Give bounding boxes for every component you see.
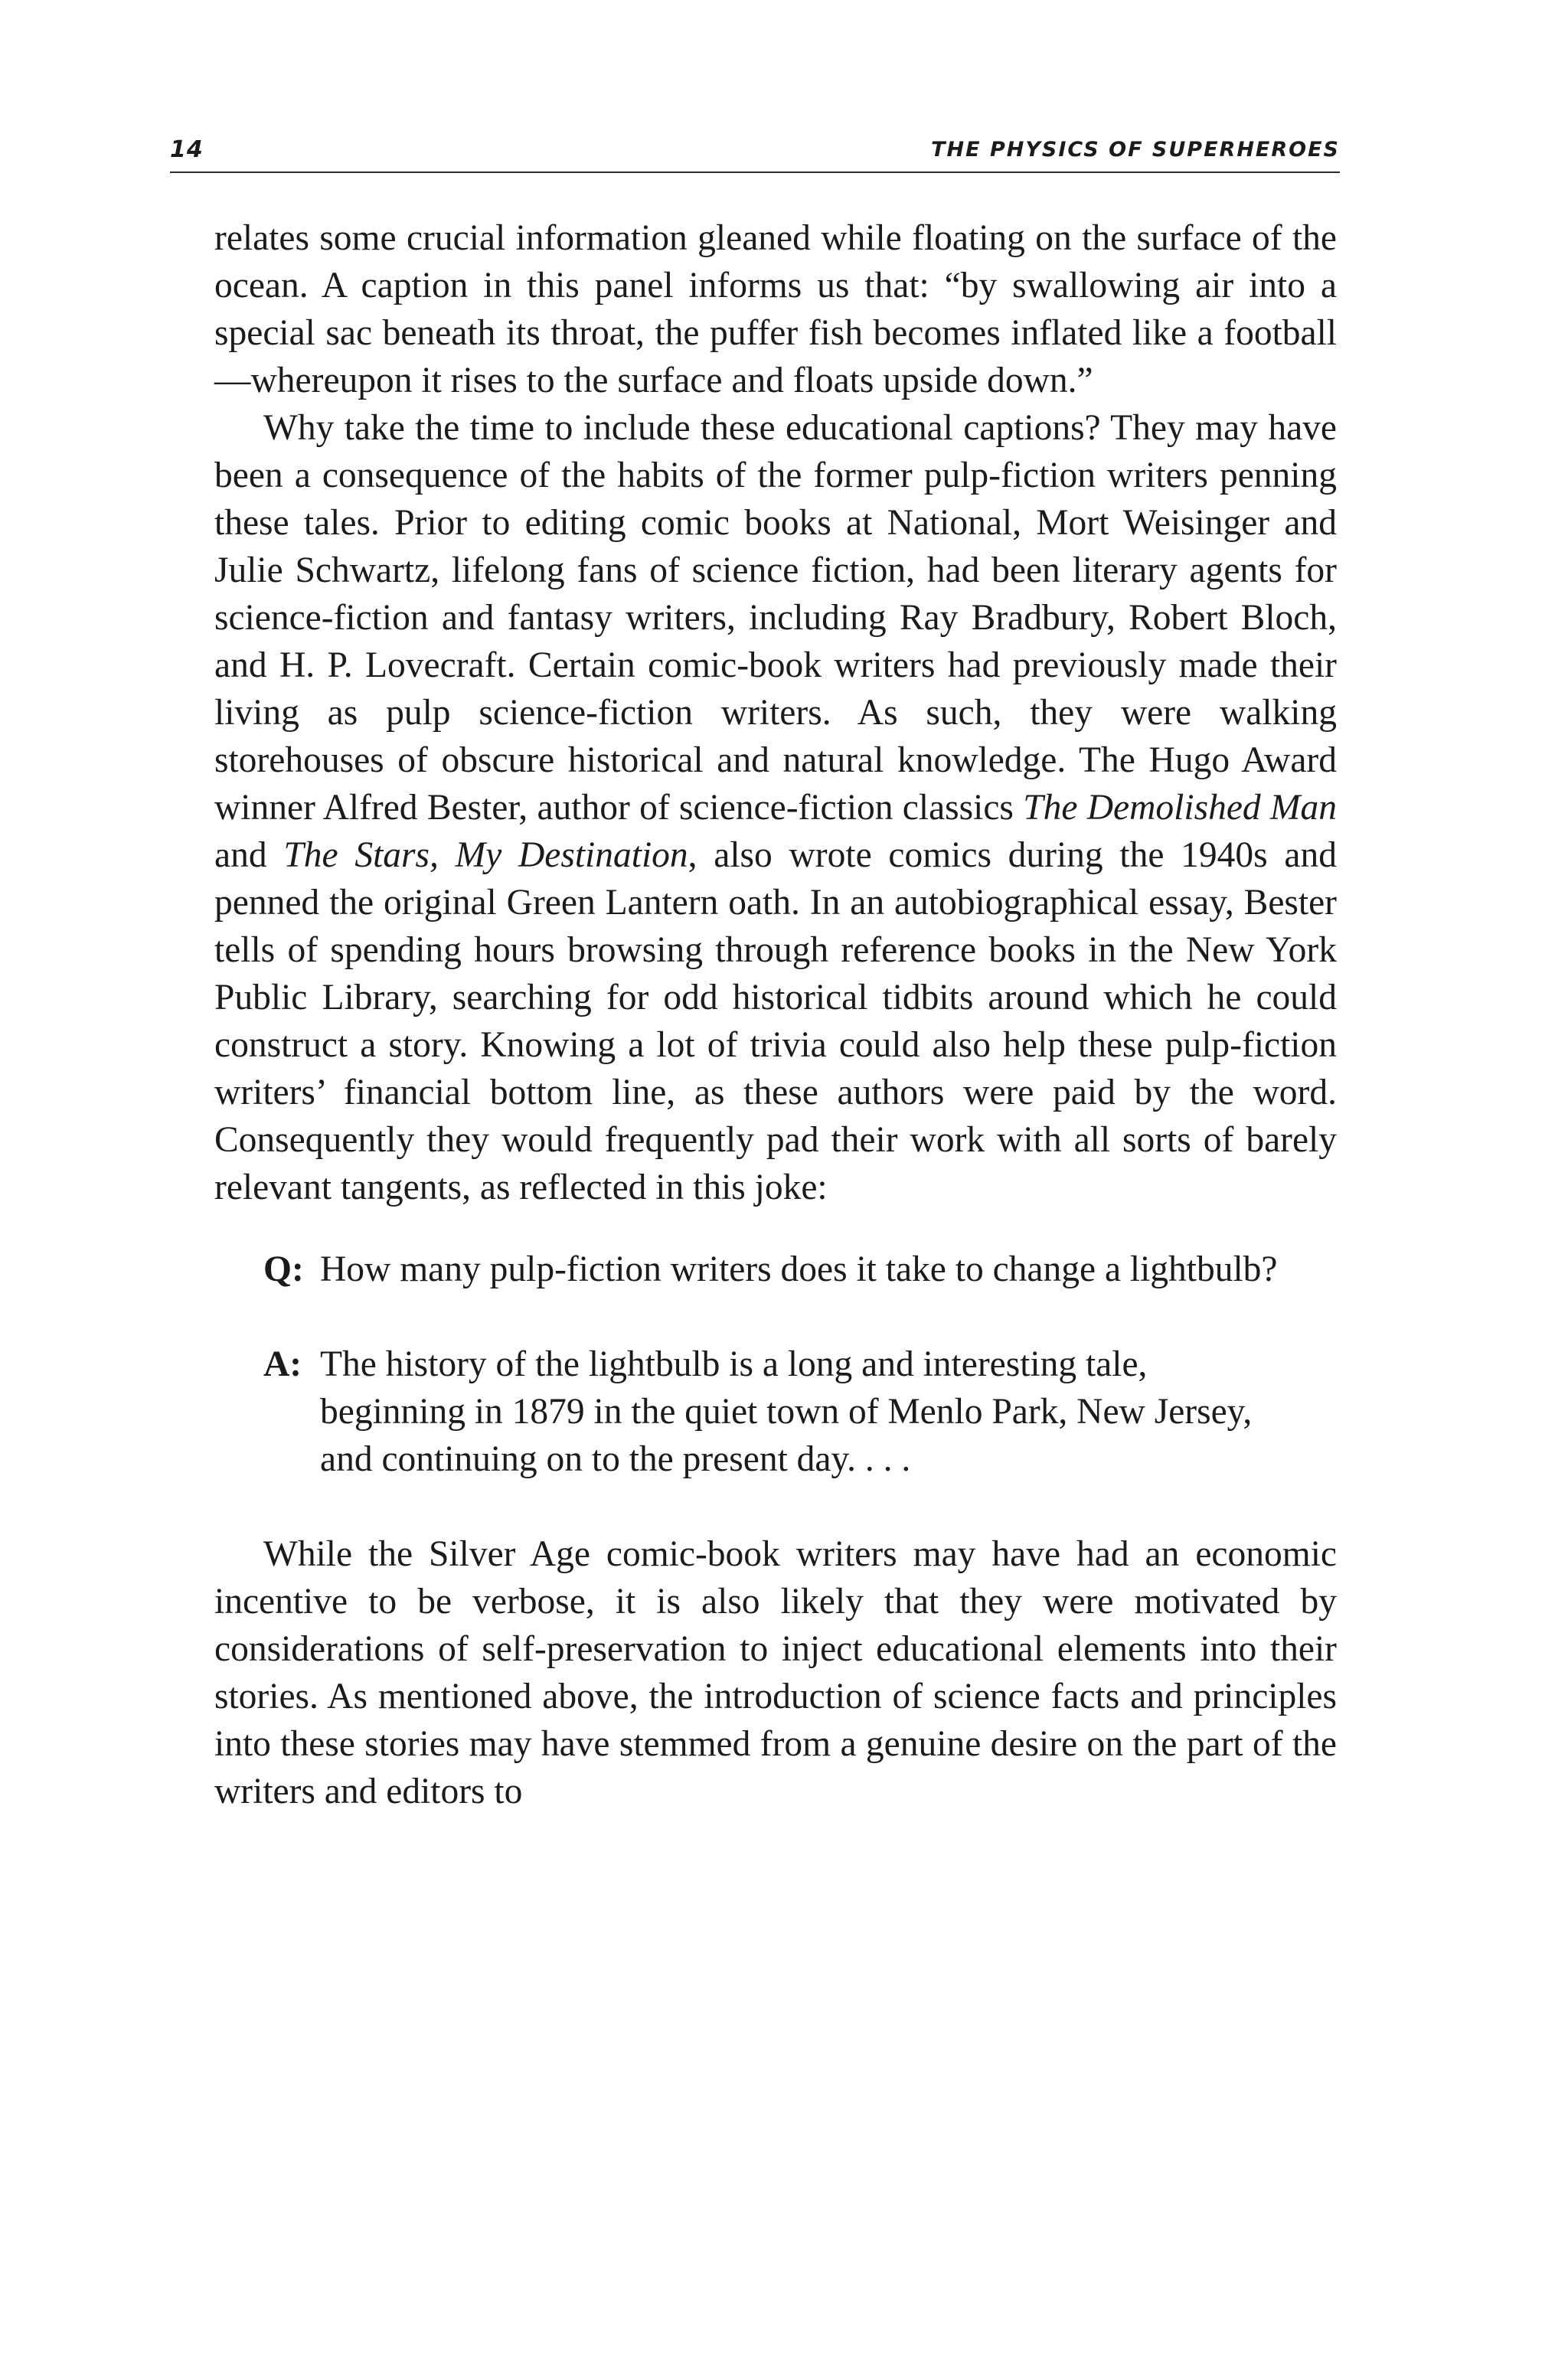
question-label: Q: [263,1249,304,1289]
book-title-demolished-man: The Demolished Man [1023,788,1338,828]
joke-answer [263,1341,1292,1483]
paragraph-pulp-writers-part1: Why take the time to include these educational captions? They may have been a consequence of the habits of the former pulp-fiction writers penning these tales. Prior to editing comic books at National, Mort Weisinger and Julie Schwartz, lifelong fans of science fiction, had been literary agents for science-fiction and fantasy writers, including Ray Bradbury, Robert Bloch, and H. P. Lovecraft. Certain comic-book writers had previously made their living as pulp science-fiction writers. As such, they were walking storehouses of obscure historical and natural knowledge. The Hugo Award winner Alfred Bester, author of science-fiction classics [214,408,1337,828]
body-text [214,214,1337,1815]
paragraph-silver-age: While the Silver Age comic-book writers may have had an economic incentive to be verbose, it is also likely that they were motivated by considerations of self-preservation to inject educational elements into their stories. As mentioned above, the introduction of science facts and principles into these stories may have stemmed from a genuine desire on the part of the writers and editors to [214,1534,1337,1811]
page-number: 14 [170,136,204,163]
paragraph-pulp-writers [214,404,1337,1211]
answer-text: The history of the lightbulb is a long and interesting tale, beginning in 1879 in the quiet town of Menlo Park, New Jersey, and continuing on to the present day. . . . [320,1344,1253,1479]
running-header [170,132,1340,173]
joke-question [263,1246,1292,1293]
paragraph-puffer-fish: relates some crucial information gleaned while floating on the surface of the ocean. A caption in this panel informs us that: “by swallowing air into a special sac beneath its throat, the puffer fish becomes inflated like a football—whereupon it rises to the surface and floats upside down.” [214,218,1337,400]
book-title: THE PHYSICS OF SUPERHEROES [931,138,1340,162]
conjunction: and [214,835,284,875]
paragraph-pulp-writers-part2: , also wrote comics during the 1940s and penned the original Green Lantern oath. In an autobiographical essay, Bester tells of spending hours browsing through reference books in the New York Public Library, searching for odd historical tidbits around which he could construct a story. Knowing a lot of trivia could also help these pulp-fiction writers’ financial bottom line, as these authors were paid by the word. Consequently they would frequently pad their work with all sorts of barely relevant tangents, as reflected in this joke: [214,835,1337,1207]
book-title-stars-my-destination: The Stars, My Destination [283,835,688,875]
question-text: How many pulp-fiction writers does it take to change a lightbulb? [320,1249,1278,1289]
answer-label: A: [263,1344,302,1384]
